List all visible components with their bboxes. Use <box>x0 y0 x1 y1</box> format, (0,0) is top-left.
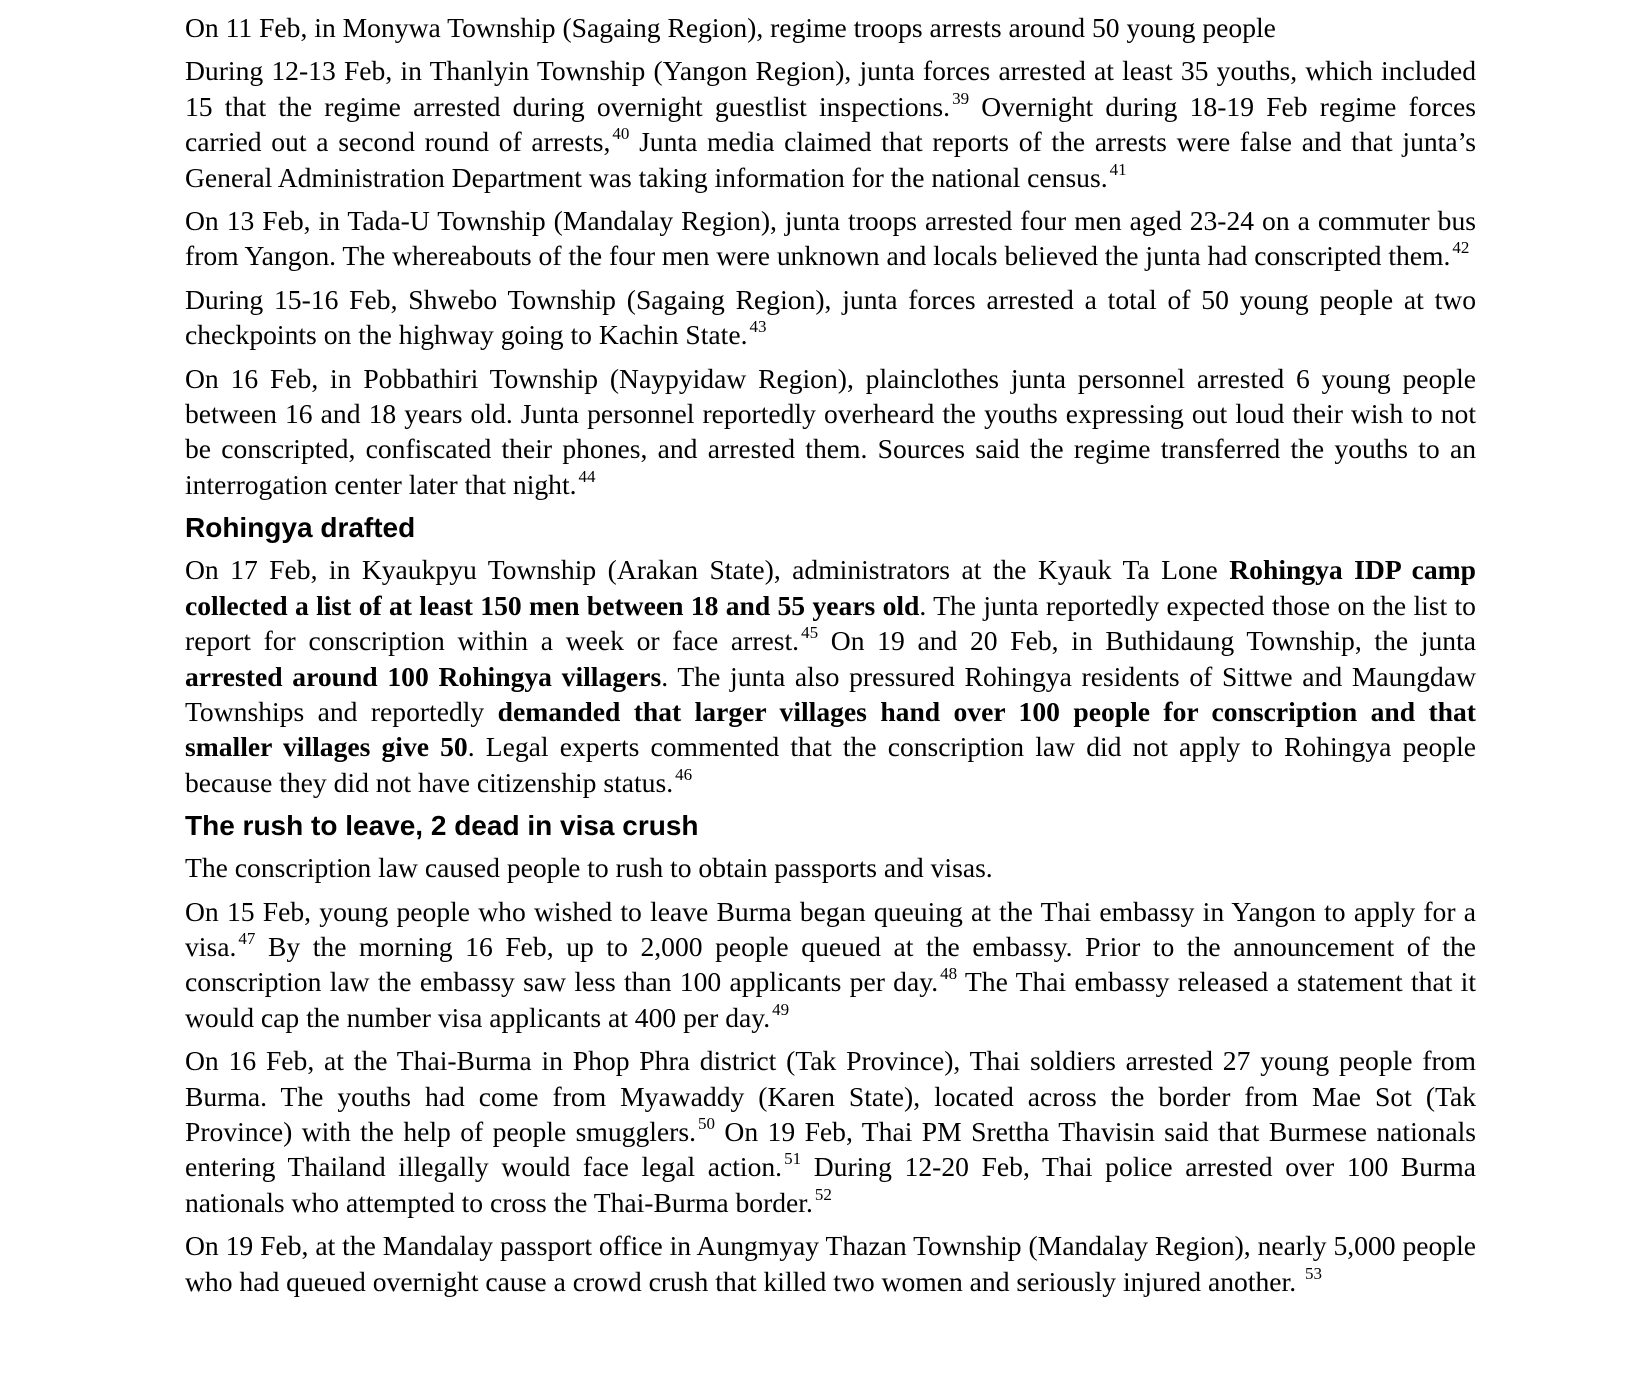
body-text: . Legal experts commented that the conscription law did not apply to Rohingya people because they did not have citizenship status. <box>185 731 1476 798</box>
document-body <box>185 10 1476 1307</box>
paragraph-thanlyin-arrests <box>185 53 1476 195</box>
heading-rush-to-leave: The rush to leave, 2 dead in visa crush <box>185 810 699 842</box>
body-text: On 13 Feb, in Tada-U Township (Mandalay Region), junta troops arrested four men aged 23-24 on a commuter bus from Yangon. The whereabouts of the four men were unknown and locals believed the junta had conscripted them. <box>185 205 1476 272</box>
paragraph-mandalay-crowd-crush <box>185 1228 1476 1299</box>
bold-text: arrested around 100 Rohingya villagers <box>185 660 662 692</box>
body-text: . The junta reportedly expected those on the list to report for conscription within a week or face arrest. <box>185 589 1476 657</box>
footnote-ref: 44 <box>578 466 596 486</box>
footnote-ref: 47 <box>238 928 256 948</box>
paragraph-rohingya-conscription <box>185 552 1476 800</box>
body-text: During 12-20 Feb, Thai police arrested over 100 Burma nationals who attempted to cross the Thai-Burma border. <box>185 1151 1476 1218</box>
paragraph-shwebo-arrests <box>185 282 1476 353</box>
footnote-ref: 41 <box>1109 159 1127 179</box>
body-text: On 11 Feb, in Monywa Township (Sagaing Region), regime troops arrests around 50 young people <box>185 12 1276 43</box>
bold-text: demanded that larger villages hand over 100 people for conscription and that smaller villages give 50 <box>185 695 1476 763</box>
paragraph-rush-intro <box>185 850 1476 885</box>
footnote-ref: 45 <box>801 623 819 643</box>
paragraph-tada-u-arrests <box>185 203 1476 274</box>
footnote-ref: 49 <box>772 999 790 1019</box>
body-text: On 19 Feb, Thai PM Srettha Thavisin said that Burmese nationals entering Thailand illegally would face legal action. <box>185 1115 1476 1183</box>
footnote-ref: 40 <box>612 124 630 144</box>
body-text: On 16 Feb, at the Thai-Burma in Phop Phra district (Tak Province), Thai soldiers arrested 27 young people from Burma. The youths had come from Myawaddy (Karen State), located across the border from Mae Sot (Tak Province) with the help of people smugglers. <box>185 1045 1476 1147</box>
body-text: . The junta also pressured Rohingya residents of Sittwe and Maungdaw Townships and reportedly <box>185 660 1476 727</box>
footnote-ref: 46 <box>675 764 693 784</box>
paragraph-thai-embassy-queue <box>185 894 1476 1036</box>
body-text: On 19 Feb, at the Mandalay passport office in Aungmyay Thazan Township (Mandalay Region), nearly 5,000 people who had queued overnight cause a crowd crush that killed two women and seriously injured another. <box>185 1230 1476 1297</box>
paragraph-monywa-arrests <box>185 10 1476 45</box>
body-text: The Thai embassy released a statement that it would cap the number visa applicants at 400 per day. <box>185 966 1476 1033</box>
footnote-ref: 53 <box>1305 1263 1323 1283</box>
paragraph-thai-border-arrests <box>185 1043 1476 1220</box>
body-text: On 16 Feb, in Pobbathiri Township (Naypyidaw Region), plainclothes junta personnel arrested 6 young people between 16 and 18 years old. Junta personnel reportedly overheard the youths expressing out loud their wish to not be conscripted, confiscated their phones, and arrested them. Sources said the regime transferred the youths to an interrogation center later that night. <box>185 362 1476 500</box>
paragraph-pobbathiri-arrests <box>185 361 1476 503</box>
footnote-ref: 42 <box>1452 238 1470 258</box>
footnote-ref: 52 <box>814 1184 832 1204</box>
body-text: During 12-13 Feb, in Thanlyin Township (Yangon Region), junta forces arrested at least 35 youths, which included 15 that the regime arrested during overnight guestlist inspections. <box>185 55 1476 122</box>
body-text: The conscription law caused people to rush to obtain passports and visas. <box>185 852 993 884</box>
body-text: Junta media claimed that reports of the arrests were false and that junta’s General Administration Department was taking information for the national census. <box>185 126 1476 193</box>
heading-rohingya-drafted: Rohingya drafted <box>185 512 416 544</box>
bold-text: Rohingya IDP camp collected a list of at least 150 men between 18 and 55 years old <box>185 554 1476 621</box>
body-text: On 17 Feb, in Kyaukpyu Township (Arakan State), administrators at the Kyauk Ta Lone <box>185 554 1230 586</box>
footnote-ref: 39 <box>952 88 970 108</box>
body-text: By the morning 16 Feb, up to 2,000 people queued at the embassy. Prior to the announcement of the conscription law the embassy saw less than 100 applicants per day. <box>185 930 1476 998</box>
footnote-ref: 43 <box>749 317 767 337</box>
body-text: On 19 and 20 Feb, in Buthidaung Township, the junta <box>818 625 1476 657</box>
body-text: Overnight during 18-19 Feb regime forces carried out a second round of arrests, <box>185 90 1477 158</box>
footnote-ref: 50 <box>697 1113 715 1133</box>
footnote-ref: 51 <box>784 1149 802 1169</box>
body-text: On 15 Feb, young people who wished to leave Burma began queuing at the Thai embassy in Yangon to apply for a visa. <box>185 895 1476 962</box>
footnote-ref: 48 <box>940 964 958 984</box>
body-text: During 15-16 Feb, Shwebo Township (Sagaing Region), junta forces arrested a total of 50 young people at two checkpoints on the highway going to Kachin State. <box>185 283 1476 351</box>
